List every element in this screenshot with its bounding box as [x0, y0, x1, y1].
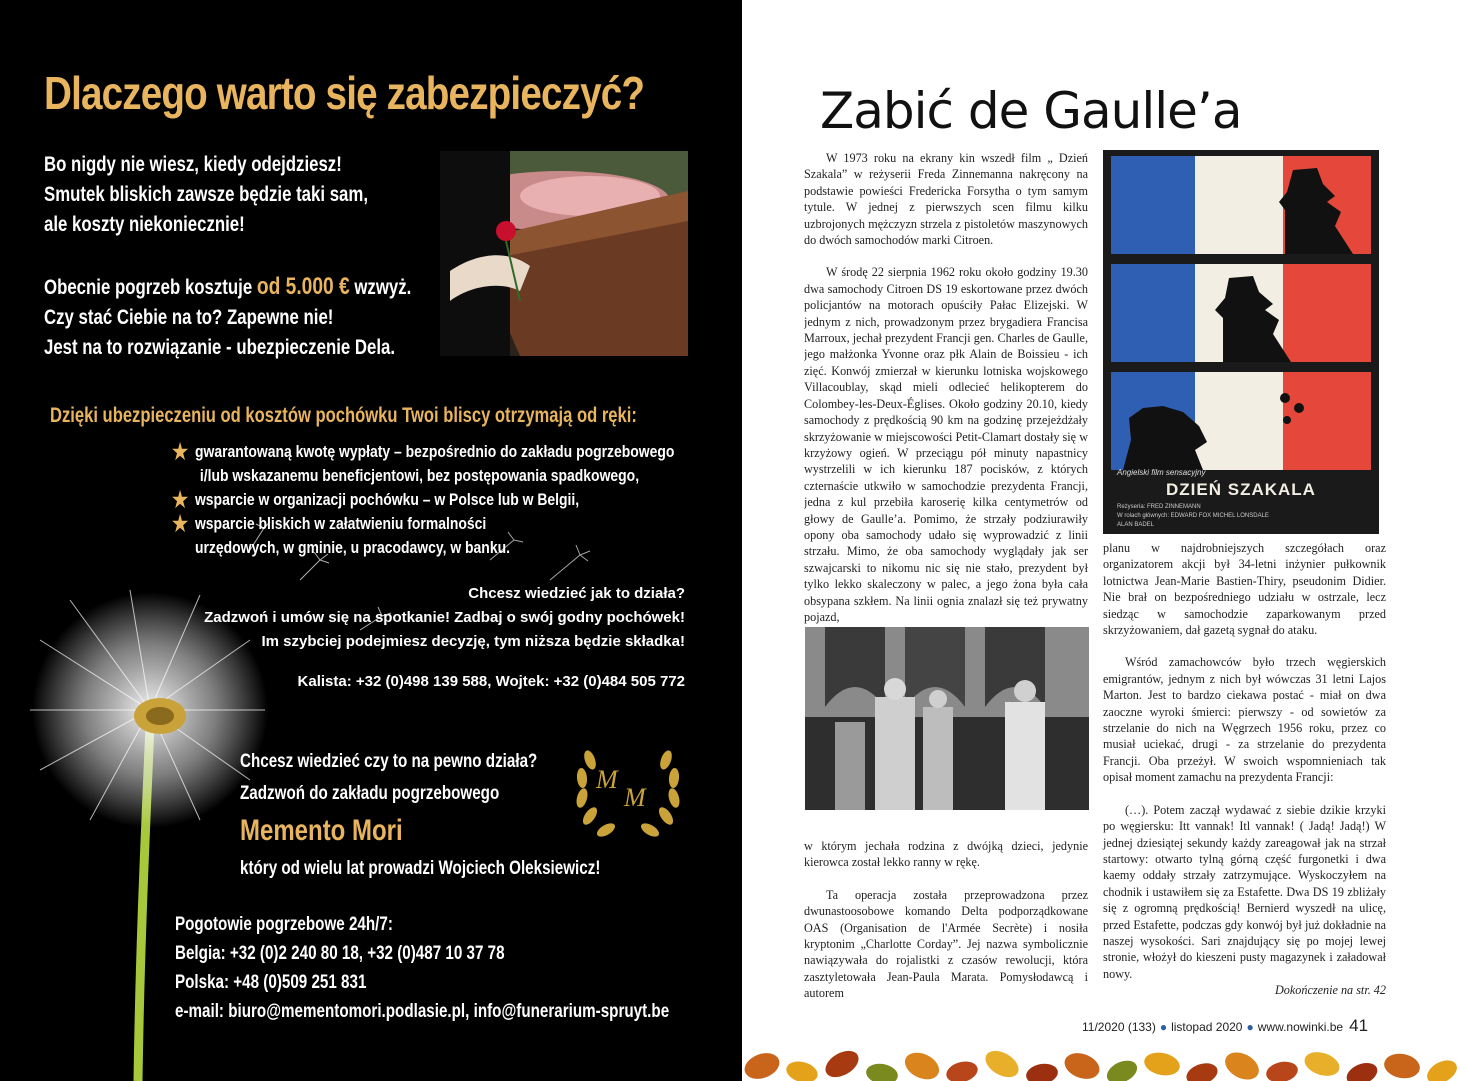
film-poster [1103, 150, 1379, 534]
paragraph: Ta operacja została przeprowadzona przez dwunastoosobowe komando Delta podporządkowane OAS (Organisation de l'Armée Secrète) i nosiła kryptonim „Charlotte Corday”. Jej nazwa symbolicznie nawiązywała do rojalistki z czasów rewolucji, która zasztyletowała Jean-Paula Marata. Pomysłodawcą i autorem [804, 887, 1088, 1001]
benefit-item [172, 512, 674, 536]
page-footer [1082, 1016, 1368, 1036]
poster-subtitle: Angielski film sensacyjny [1117, 468, 1206, 477]
call-text: Zadzwoń do zakładu pogrzebowego [240, 783, 500, 804]
poster-title: DZIEŃ SZAKALA [1166, 480, 1316, 499]
de-gaulle-photo [805, 627, 1089, 810]
bullet-icon: ● [1246, 1020, 1254, 1034]
poster-credit: Reżyseria: FRED ZINNEMANN [1117, 504, 1201, 510]
intro-line: Bo nigdy nie wiesz, kiedy odejdziesz! [44, 153, 342, 176]
price-block [44, 272, 503, 363]
paragraph: W środę 22 sierpnia 1962 roku około godziny 19.30 dwa samochody Citroen DS 19 eskortowane przez dwóch policjantów na motorach opuściły Pałac Elizejski. W jednym z nich, prowadzonym przez brygadiera Francisa Marroux, jechał prezydent Francji gen. Charles de Gaulle, jego małżonka Yvonne oraz płk Alain de Boissieu - ich zięć. Konwój zmierzał w kierunku lotniska wojskowego Villacoublay, skąd mieli odlecieć helikopterem do Colombey-les-Deux-Églises. Około godziny 20.10, kiedy samochody z prędkością 90 km na godzinę przejeżdżały skrzyżowanie w miejscowości Petit-Clamart dostały się w krzyżowy ogień. W przeciągu pół minuty napastnicy wystrzelili w ich kierunku 187 pocisków, z których czternaście utkwiło w samochodzie prezydenta Francji, jedna z kul przebiła karoserię kilka centymetrów od głowy de Gaulle’a. Pomimo, że strzały podziurawiły opony oba samochody udało się wyprowadzić z linii strzału. Mimo, że oba samochody wyglądały jak ser szwajcarski to nikomu nic się nie stało, prezydent był tylko lekko skaleczony w palec, a jego żona była cała obsypana szkłem. Na linii ognia znalazł się też prywatny pojazd, [804, 265, 1088, 624]
intro-line: Smutek bliskich zawsze będzie taki sam, [44, 183, 368, 206]
benefit-item [172, 440, 674, 464]
benefit-text: i/lub wskazanemu beneficjentowi, bez postępowania spadkowego, [199, 466, 640, 485]
price-line: Jest na to rozwiązanie - ubezpieczenie Dela. [44, 336, 396, 359]
poster-credit: ALAN BADEL [1117, 522, 1155, 528]
company-name: Memento Mori [240, 814, 403, 847]
paragraph: (…). Potem zaczął wydawać z siebie dzikie krzyki po węgiersku: Itt vannak! Itl vannak! ( Jadą! Jadą!) W jednej dziesiątej sekundy każdy zareagował jak na strzał startowy: otwarto tylną górną część furgonetki i dwa kaemy oddały strzały zatrzymujące. Wyskoczyłem na chodnik i ustawiłem się za Estafette. Dwa DS 19 zbliżały się z ogromną prędkością! Bernierd wyszedł na ulicę, przed Estafette, podczas gdy konwój był już dokładnie na naszej wysokości. Sari znajdujący się po mojej lewej stronie, włożył do kieszeni pusty magazynek i załadował nowy. [1103, 802, 1386, 981]
benefit-item [172, 464, 674, 488]
funeral-photo [440, 151, 688, 356]
benefits-title: Dzięki ubezpieczeniu od kosztów pochówku Twoi bliscy otrzymają od ręki: [50, 404, 637, 427]
paragraph: w którym jechała rodzina z dwójką dzieci, jedynie kierowca został lekko ranny w rękę. [804, 839, 1088, 870]
cta-block [125, 582, 685, 654]
svg-text:M: M [624, 783, 646, 812]
owner-text: który od wielu lat prowadzi Wojciech Oleksiewicz! [240, 858, 601, 879]
benefit-item [172, 488, 674, 512]
page-number: 41 [1349, 1016, 1369, 1035]
benefit-text: wsparcie w organizacji pochówku – w Polsce lub w Belgii, [194, 490, 580, 509]
cta-line: Chcesz wiedzieć jak to działa? [468, 585, 685, 602]
svg-text:M: M [596, 765, 618, 794]
article-column-1-continued [804, 838, 1088, 1018]
price-line [44, 272, 411, 303]
article-column-2 [1103, 540, 1386, 999]
article-column-1 [804, 150, 1088, 630]
ad-intro [44, 150, 449, 240]
email-line: e-mail: biuro@mementomori.podlasie.pl, info@funerarium-spruyt.be [175, 1001, 670, 1022]
emergency-line: Pogotowie pogrzebowe 24h/7: [175, 914, 393, 935]
poster-credit: W rolach głównych: EDWARD FOX MICHEL LONSDALE [1117, 513, 1269, 519]
price-line: Czy stać Ciebie na to? Zapewne nie! [44, 306, 334, 329]
continued-note: Dokończenie na str. 42 [1274, 983, 1386, 998]
website-link[interactable]: www.nowinki.be [1257, 1020, 1344, 1034]
benefit-item [172, 536, 674, 560]
price-suffix: wzwyż. [349, 276, 412, 299]
issue-number: 11/2020 (133) [1082, 1020, 1156, 1034]
contact-phones: Kalista: +32 (0)498 139 588, Wojtek: +32 (0)484 505 772 [297, 673, 685, 690]
star-icon: ★ [172, 439, 189, 464]
intro-line: ale koszty niekoniecznie! [44, 213, 245, 236]
cta-line: Im szybciej podejmiesz decyzję, tym niższa będzie składka! [261, 633, 685, 650]
paragraph: planu w najdrobniejszych szczegółach oraz organizatorem akcji był 34-letni inżynier pułkownik lotnictwa Jean-Marie Bastien-Thiry, pseudonim Didier. Nie brał on bezpośredniego udziału w ostrzale, lecz siedząc w samochodzie zaparkowanym przed skrzyżowaniem, dał gazetą sygnał do ataku. [1103, 541, 1386, 638]
star-icon: ★ [172, 511, 189, 536]
benefits-list [172, 440, 742, 560]
benefit-text: urzędowych, w gminie, u pracodawcy, w banku. [194, 538, 510, 557]
memento-mori-logo [568, 730, 688, 850]
emergency-block [175, 910, 742, 1026]
emergency-line: Polska: +48 (0)509 251 831 [175, 972, 367, 993]
emergency-line: Belgia: +32 (0)2 240 80 18, +32 (0)487 10 37 78 [175, 943, 505, 964]
article-page [742, 0, 1461, 1081]
paragraph: W 1973 roku na ekrany kin wszedł film „ Dzień Szakala” w reżyserii Freda Zinnemanna nakręcony na podstawie powieści Fredericka Forsytha o tym samym tytule. W jednej z pierwszych scen filmu kilku uzbrojonych mężczyzn strzela z pistoletów maszynowych do dwóch samochodów marki Citroen. [804, 151, 1088, 248]
paragraph: Wśród zamachowców było trzech węgierskich emigrantów, jednym z nich był wówczas 31 letni Lajos Marton. Jest to bardzo ciekawa postać - miał on dwa zaoczne wyroki śmierci: pierwszy - od sowietów za strzelanie do nich na Węgrzech 1956 roku, przez co musiał uciekać, drugi - za strzelanie do prezydenta Francji. Oba przeżył. W swoich wspomnieniach tak opisał moment zamachu na prezydenta Francji: [1103, 655, 1386, 785]
article-title: Zabić de Gaulle’a [820, 82, 1242, 140]
price-prefix: Obecnie pogrzeb kosztuje [44, 276, 257, 299]
autumn-leaves-border [742, 1036, 1461, 1081]
benefit-text: gwarantowaną kwotę wypłaty – bezpośrednio do zakładu pogrzebowego [194, 442, 675, 461]
cta-line: Zadzwoń i umów się na spotkanie! Zadbaj o swój godny pochówek! [204, 609, 685, 626]
benefit-text: wsparcie bliskich w załatwieniu formalności [194, 514, 487, 533]
question-text: Chcesz wiedzieć czy to na pewno działa? [240, 751, 538, 772]
ad-title: Dlaczego warto się zabezpieczyć? [44, 67, 645, 119]
bullet-icon: ● [1159, 1020, 1168, 1034]
issue-month: listopad 2020 [1171, 1020, 1243, 1034]
star-icon: ★ [172, 487, 189, 512]
price-value: od 5.000 € [256, 273, 350, 300]
